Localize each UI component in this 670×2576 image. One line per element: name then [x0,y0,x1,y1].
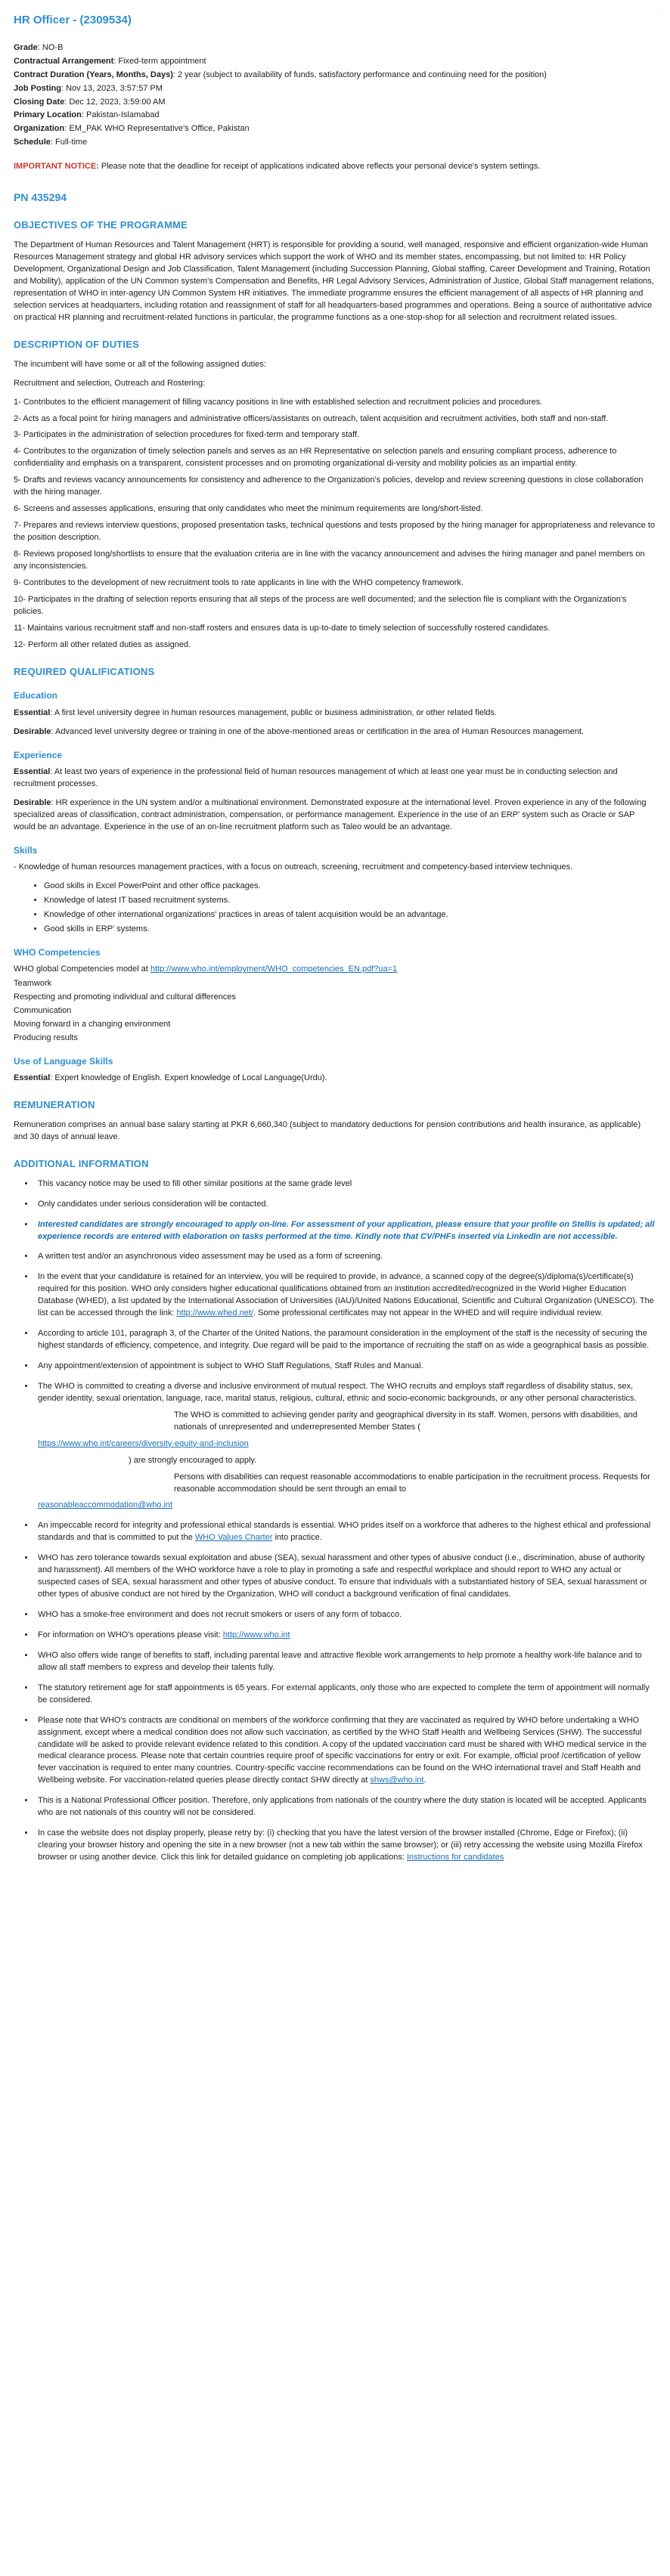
additional-item-text: A written test and/or an asynchronous video assessment may be used as a form of screening. [38,1252,383,1262]
section-duties-heading: DESCRIPTION OF DUTIES [14,338,139,350]
education-essential [14,707,656,720]
additional-item-text: WHO has zero tolerance towards sexual exploitation and abuse (SEA), sexual harassment and other types of abusive conduct (i.e., discrimination, abuse of authority and harassment). All members of the WHO workforce have a role to play in promoting a safe and respectful workplace and should report to WHO any actual or suspected cases of SEA, sexual harassment and other types of abusive conduct. To ensure that individuals with a substantiated history of SEA, sexual harassment or other types of abusive conduct are not hired by the Organization, WHO will conduct a background verification of final candidates. [38,1553,647,1599]
meta-organization-value: EM_PAK WHO Representative's Office, Pakistan [69,124,250,134]
additional-item [35,1361,656,1373]
meta-schedule-label: Schedule [14,138,51,147]
meta-organization: Organization: EM_PAK WHO Representative's Office, Pakistan [14,124,250,134]
additional-item-text: The WHO is committed to creating a diverse and inclusive environment of mutual respect. The WHO recruits and employs staff regardless of disability status, sex, gender identity, sexual orientation, language, race, marital status, religious, cultural, ethnic and socio-economic backgrounds, or any other personal characteristics. [38,1381,637,1403]
who-competencies-intro-text: WHO global Competencies model at [14,964,150,974]
skill-item: • Good skills in Excel PowerPoint and other office packages. [44,881,656,893]
meta-closing-date-value: Dec 12, 2023, 3:59:00 AM [69,97,166,107]
section-required-qualifications-heading: REQUIRED QUALIFICATIONS [14,665,155,677]
who-values-charter-link[interactable]: WHO Values Charter [194,1533,273,1543]
duty-item: 2- Acts as a focal point for hiring managers and administrative officers/assistants on outreach, talent acquisition and recruitment activities, both staff and non-staff. [14,413,609,423]
additional-item-text: For information on WHO's operations please visit: [38,1630,223,1639]
additional-item [35,1381,656,1512]
additional-item-text: The statutory retirement age for staff appointments is 65 years. For external applicants, only those who are expected to complete the term of appointment will normally be considered. [38,1683,650,1704]
diversity-note-after [129,1455,656,1467]
duties-lead: Recruitment and selection, Outreach and Rostering: [14,378,206,388]
meta-closing-date: Closing Date: Dec 12, 2023, 3:59:00 AM [14,97,166,107]
who-competencies-intro [14,964,656,976]
additional-item [35,1828,656,1864]
additional-item [35,1630,656,1642]
duty-item: 5- Drafts and reviews vacancy announcements for consistency and adherence to the Organization's policies, develop and review screening questions in close collaboration with the hiring manager. [14,475,644,497]
important-notice-label: IMPORTANT NOTICE: [14,162,99,172]
additional-item-emphasis: Interested candidates are strongly encouraged to apply on-line. For assessment of your application, please ensure that your profile on Stellis is updated; all experience records are entered with elaboration on tasks performed at the time. Kindly note that CV/PHFs inserted via LinkedIn are not accessible. [38,1219,655,1241]
meta-contract-arrangement-label: Contractual Arrangement [14,56,114,66]
experience-essential-text: : At least two years of experience in the professional field of human resources management of which at least one year must be in conducting selection and recruitment processes. [14,767,618,788]
education-desirable-label: Desirable [14,726,51,736]
experience-heading: Experience [14,749,63,760]
accommodation-note [174,1472,656,1496]
meta-job-posting-label: Job Posting [14,83,61,93]
competency-item: Communication [14,1006,72,1016]
additional-item [35,1795,656,1819]
experience-desirable [14,797,656,834]
duty-item: 4- Contributes to the organization of timely selection panels and serves as an HR Representative on selection panels and ensuring compliant process, adherence to confidentiality and emphasis on a transparent, consistent processes and on promoting organizational di-versity and mobility policies as an impartial entity. [14,447,617,469]
skills-intro: - Knowledge of human resources management practices, with a focus on outreach, screening, recruitment and competency-based interview techniques. [14,862,573,872]
additional-item-text: Any appointment/extension of appointment is subject to WHO Staff Regulations, Staff Rules and Manual. [38,1361,423,1371]
skills-heading: Skills [14,844,38,856]
additional-item [35,1219,656,1243]
additional-item [35,1683,656,1707]
additional-item-text: WHO has a smoke-free environment and does not recruit smokers or users of any form of tobacco. [38,1610,402,1620]
objectives-paragraph: The Department of Human Resources and Talent Management (HRT) is responsible for providing a sound, well managed, responsive and efficient organization-wide Human Resources Management strategy and global HR advisory services which support the work of WHO and its member states, encompassing, but not limited to: HR Policy Development, Organizational Design and Job Classification, Talent Management (including Succession Planning, Global staffing, Career Development and Training, Rotation and Mobility), application of the UN Common system's Compensation and Benefits, HR Legal Advisory Services, Administration of Justice, Global Staff management relations, representation of WHO in inter-agency UN Common System HR initiatives. The immediate programme ensures the efficient management of all aspects of HR planning and selection services at headquarters, including rotation and reassignment of staff for all headquarters-based programmes and operations. Being a source of authoritative advice on practical HR planning and recruitment-related functions in particular, the programme functions as a one-stop-shop for all selection and recruitment related issues. [14,240,654,322]
who-competencies-list [14,978,656,1045]
duties-intro: The incumbent will have some or all of the following assigned duties: [14,359,266,369]
additional-item-text: This vacancy notice may be used to fill other similar positions at the same grade level [38,1178,352,1188]
education-desirable [14,726,656,738]
meta-closing-date-label: Closing Date [14,97,65,107]
language-essential-text: : Expert knowledge of English. Expert knowledge of Local Language(Urdu). [50,1073,327,1083]
accommodation-note-text: Persons with disabilities can request reasonable accommodations to enable participation in the recruitment process. Requests for reasonable accommodation should be sent through an email to [174,1472,650,1494]
meta-contract-duration-label: Contract Duration (Years, Months, Days) [14,70,173,79]
who-competencies-heading: WHO Competencies [14,946,101,958]
duty-item: 3- Participates in the administration of selection procedures for fixed-term and temporary staff. [14,430,360,440]
experience-essential-label: Essential [14,767,51,777]
skill-item: • Knowledge of latest IT based recruitment systems. [44,895,656,907]
accommodation-email-line [38,1500,656,1512]
who-website-link[interactable]: http://www.who.int [222,1630,290,1639]
skill-item: • Knowledge of other international organizations' practices in areas of talent acquisition would be an advantage. [44,909,656,921]
accommodation-email-link[interactable]: reasonableaccommodation@who.int [38,1500,173,1510]
duty-item: 11- Maintains various recruitment staff and non-staff rosters and ensures data is up-to-date to timely selection of successfully rostered candidates. [14,623,551,633]
additional-item-text: Only candidates under serious consideration will be contacted. [38,1199,268,1209]
additional-item [35,1199,656,1211]
meta-job-posting-value: Nov 13, 2023, 3:57:57 PM [66,83,163,93]
important-notice-text: Please note that the deadline for receipt of applications indicated above reflects your personal device's system settings. [98,162,541,172]
meta-contract-duration: Contract Duration (Years, Months, Days): 2 year (subject to availability of funds, satisfactory performance and continuing need for the position) [14,70,547,79]
additional-item-text: An impeccable record for integrity and professional ethical standards is essential. WHO prides itself on a workforce that adheres to the highest ethical and professional standards and that is committed to put the [38,1521,651,1543]
additional-item [35,1178,656,1190]
language-essential-label: Essential [14,1073,51,1083]
meta-job-posting: Job Posting: Nov 13, 2023, 3:57:57 PM [14,83,163,93]
meta-contract-arrangement-value: Fixed-term appointment [118,56,206,66]
duty-item: 7- Prepares and reviews interview questions, proposed presentation tasks, technical questions and tests proposed by the hiring manager for appropriateness and relevance to the position description. [14,521,656,543]
education-heading: Education [14,690,58,701]
language-skills-heading: Use of Language Skills [14,1055,113,1067]
education-desirable-text: : Advanced level university degree or training in one of the above-mentioned areas or certification in the area of Human Resources management. [51,726,584,736]
meta-primary-location-label: Primary Location [14,110,82,120]
section-remuneration-heading: REMUNERATION [14,1099,95,1111]
meta-primary-location-value: Pakistan-Islamabad [85,110,160,120]
section-objectives-heading: OBJECTIVES OF THE PROGRAMME [14,219,188,231]
additional-item [35,1328,656,1352]
additional-item [35,1251,656,1263]
meta-schedule-value: Full-time [55,138,88,147]
page-title: HR Officer - (2309534) [14,14,132,26]
skill-item: • Good skills in ERP' systems. [44,924,656,936]
experience-desirable-text: : HR experience in the UN system and/or a multinational environment. Demonstrated exposure at the international level. Proven experience in any of the following specialized areas of classification, contract administration, compensation, or performance management. Experience in the use of an ERP' system such as Oracle or SAP would be an advantage. Experience in the use of an on-line recruitment platform such as Taleo would be an advantage. [14,797,647,831]
duty-item: 12- Perform all other related duties as assigned. [14,639,191,649]
whed-link[interactable]: http://www.whed.net/ [176,1308,253,1318]
meta-primary-location: Primary Location: Pakistan-Islamabad [14,110,160,120]
additional-item-text: Please note that WHO's contracts are conditional on members of the workforce confirming that they are vaccinated as required by WHO before undertaking a WHO assignment, except where a medical condition does not allow such vaccination, as certified by the WHO Staff Health and Wellbeing Services (SHW). The successful candidate will be asked to provide relevant evidence related to this condition. A copy of the updated vaccination card must be shared with WHO medical service in the medical clearance process. Please note that certain countries require proof of specific vaccinations for entry or exit. For example, official proof /certification of yellow fever vaccination is required to enter many countries. Country-specific vaccine recommendations can be found on the WHO international travel and Staff Health and Wellbeing website. For vaccination-related queries please directly contact SHW directly at [38,1715,647,1785]
instructions-for-candidates-link[interactable]: Instructions for candidates [406,1853,504,1862]
additional-item-text-after: into practice. [272,1533,322,1543]
remuneration-paragraph: Remuneration comprises an annual base salary starting at PKR 6,660,340 (subject to mandatory deductions for pension contributions and health insurance, as applicable) and 30 days of annual leave. [14,1120,641,1141]
additional-item-text: In case the website does not display properly, please retry by: (i) checking that you have the latest version of the browser installed (Chrome, Edge or Firefox); (ii) clearing your browser history and opening the site in a new browser (not a new tab within the same browser); or (iii) retry accessing the website using Mozilla Firefox browser or using another device. Click this link for detailed guidance on completing job applications: [38,1828,643,1862]
important-notice [14,161,656,173]
additional-item-text: This is a National Professional Officer position. Therefore, only applications from nationals of the country where the duty station is located will be accepted. Applicants who are not nationals of this country will not be considered. [38,1796,647,1818]
meta-contract-duration-value: 2 year (subject to availability of funds, satisfactory performance and continuing need for the position) [178,70,547,79]
shw-email-link[interactable]: shws@who.int [370,1776,424,1785]
meta-grade: Grade: NO-B [14,42,64,52]
additional-item-text-after: . Some professional certificates may not appear in the WHED and will require individual review. [253,1308,603,1318]
education-essential-label: Essential [14,707,51,717]
experience-essential [14,766,656,791]
competency-item: Respecting and promoting individual and cultural differences [14,992,236,1002]
diversity-link-line [38,1438,656,1451]
competency-item: Teamwork [14,979,52,989]
who-competencies-link[interactable]: http://www.who.int/employment/WHO_competencies_EN.pdf?ua=1 [150,964,398,974]
diversity-note-text: The WHO is committed to achieving gender parity and geographical diversity in its staff. Women, persons with disabilities, and nationals of unrepresented and underrepresented Member States ( [174,1410,637,1432]
duty-item: 8- Reviews proposed long/shortlists to ensure that the evaluation criteria are in line with the vacancy announcement and advises the hiring manager and panel members on any inconsistencies. [14,549,645,571]
additional-item [35,1650,656,1674]
meta-grade-value: NO-B [42,42,64,52]
section-additional-information-heading: ADDITIONAL INFORMATION [14,1157,149,1169]
additional-item [35,1609,656,1621]
meta-organization-label: Organization [14,124,65,134]
additional-information-list [14,1178,656,1864]
skills-list [14,881,656,936]
education-essential-text: : A first level university degree in human resources management, public or business administration, or other related fields. [50,707,497,717]
diversity-note [174,1410,656,1434]
duty-item: 9- Contributes to the development of new recruitment tools to rate applicants in line with the WHO competency framework. [14,577,464,587]
job-meta-block [14,42,656,150]
additional-item [35,1553,656,1601]
additional-item [35,1520,656,1544]
additional-item-text: According to article 101, paragraph 3, of the Charter of the United Nations, the paramount consideration in the employment of the staff is the necessity of securing the highest standards of efficiency, competence, and integrity. Due regard will be paid to the importance of recruiting the staff on as wide a geographical basis as possible. [38,1329,650,1351]
competency-item: Producing results [14,1033,78,1042]
duty-item: 1- Contributes to the efficient management of filling vacancy positions in line with established selection and recruitment policies and procedures. [14,397,543,407]
meta-schedule: Schedule: Full-time [14,138,88,147]
duty-item: 10- Participates in the drafting of selection reports ensuring that all steps of the process are well documented; and the selection file is compliant with the Organization's policies. [14,594,627,616]
language-essential [14,1073,656,1085]
additional-item-text: In the event that your candidature is retained for an interview, you will be required to provide, in advance, a scanned copy of the degree(s)/diploma(s)/certificate(s) required for this position. WHO only considers higher educational qualifications obtained from an institution accredited/recognized in the World Higher Education Database (WHED), a list updated by the International Association of Universities (IAU)/United Nations Educational, Scientific and Cultural Organization (UNESCO). The list can be accessed through the link: [38,1272,654,1318]
meta-contract-arrangement: Contractual Arrangement: Fixed-term appointment [14,56,206,66]
experience-desirable-label: Desirable [14,797,51,807]
diversity-note-after-text: ) are strongly encouraged to apply. [129,1455,257,1465]
additional-item-text-after: . [423,1776,427,1785]
additional-item [35,1271,656,1320]
diversity-equity-inclusion-link[interactable]: https://www.who.int/careers/diversity-equity-and-inclusion [38,1438,249,1448]
additional-item [35,1715,656,1788]
meta-grade-label: Grade [14,42,38,52]
competency-item: Moving forward in a changing environment [14,1019,171,1029]
duty-item: 6- Screens and assesses applications, ensuring that only candidates who meet the minimum requirements are long/short-listed. [14,504,483,514]
position-number: PN 435294 [14,191,67,204]
additional-item-text: WHO also offers wide range of benefits to staff, including parental leave and attractive flexible work arrangements to help promote a healthy work-life balance and to allow all staff members to express and develop their talents fully. [38,1650,642,1672]
corner-mark: · [660,7,662,14]
